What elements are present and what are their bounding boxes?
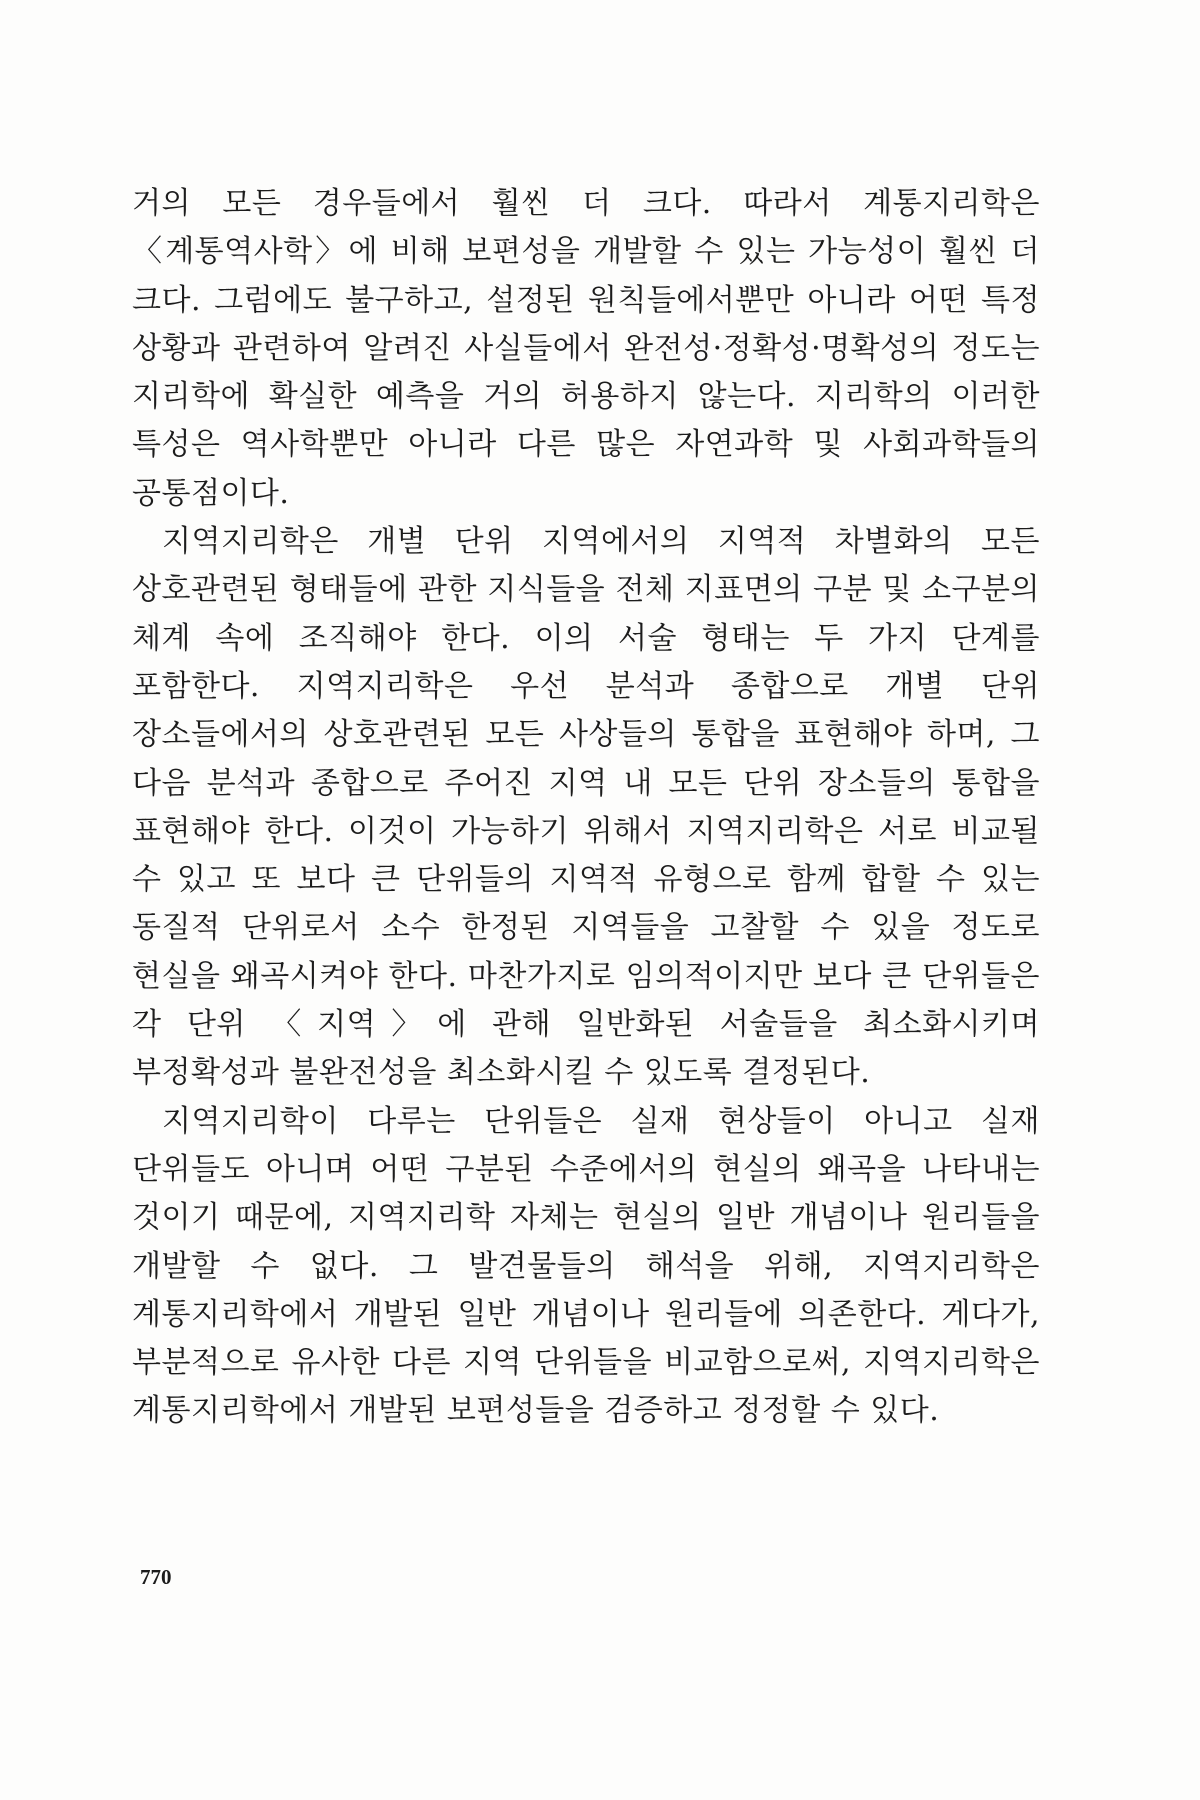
body-text bbox=[132, 180, 1040, 1436]
paragraph-1: 거의 모든 경우들에서 훨씬 더 크다. 따라서 계통지리학은 〈계통역사학〉에 비해 보편성을 개발할 수 있는 가능성이 훨씬 더 크다. 그럼에도 불구하고, 설정된 원칙들에서뿐만 아니라 어떤 특정 상황과 관련하여 알려진 사실들에서 완전성·정확성·명확성의 정도는 지리학에 확실한 예측을 거의 허용하지 않는다. 지리학의 이러한 특성은 역사학뿐만 아니라 다른 많은 자연과학 및 사회과학들의 공통점이다. bbox=[132, 186, 1040, 511]
paragraph-2: 지역지리학은 개별 단위 지역에서의 지역적 차별화의 모든 상호관련된 형태들에 관한 지식들을 전체 지표면의 구분 및 소구분의 체계 속에 조직해야 한다. 이의 서술 형태는 두 가지 단계를 포함한다. 지역지리학은 우선 분석과 종합으로 개별 단위 장소들에서의 상호관련된 모든 사상들의 통합을 표현해야 하며, 그 다음 분석과 종합으로 주어진 지역 내 모든 단위 장소들의 통합을 표현해야 한다. 이것이 가능하기 위해서 지역지리학은 서로 비교될 수 있고 또 보다 큰 단위들의 지역적 유형으로 함께 합할 수 있는 동질적 단위로서 소수 한정된 지역들을 고찰할 수 있을 정도로 현실을 왜곡시켜야 한다. 마찬가지로 임의적이지만 보다 큰 단위들은 각 단위 〈지역〉에 관해 일반화된 서술들을 최소화시키며 부정확성과 불완전성을 최소화시킬 수 있도록 결정된다. bbox=[132, 524, 1040, 1091]
page-number: 770 bbox=[140, 1565, 172, 1589]
paragraph-3: 지역지리학이 다루는 단위들은 실재 현상들이 아니고 실재 단위들도 아니며 어떤 구분된 수준에서의 현실의 왜곡을 나타내는 것이기 때문에, 지역지리학 자체는 현실의 일반 개념이나 원리들을 개발할 수 없다. 그 발견물들의 해석을 위해, 지역지리학은 계통지리학에서 개발된 일반 개념이나 원리들에 의존한다. 게다가, 부분적으로 유사한 다른 지역 단위들을 비교함으로써, 지역지리학은 계통지리학에서 개발된 보편성들을 검증하고 정정할 수 있다. bbox=[132, 1103, 1040, 1429]
